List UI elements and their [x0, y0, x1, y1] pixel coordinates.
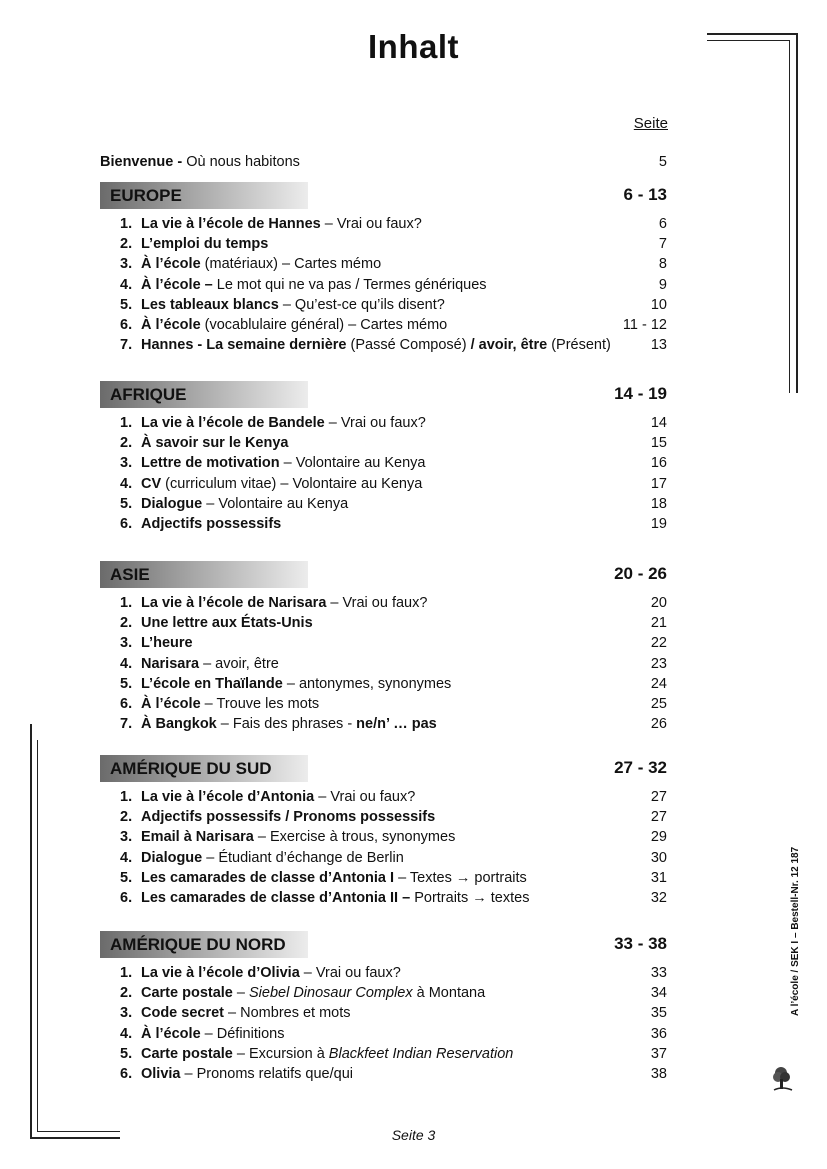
toc-entry: [100, 453, 667, 473]
section-title: EUROPE: [110, 186, 182, 205]
entry-page: 24: [650, 675, 667, 692]
section-header: [100, 561, 667, 588]
publisher-tree-logo: [772, 1063, 794, 1093]
toc-entry: [100, 963, 667, 983]
entry-title-part: La vie à l’école de Bandele: [141, 415, 325, 431]
entry-page: 18: [650, 495, 667, 512]
entry-page: 8: [658, 256, 667, 273]
intro-entry: [100, 154, 667, 170]
toc-entry: [100, 214, 667, 234]
entry-title-part: – Vrai ou faux?: [324, 415, 426, 431]
toc-entry: [100, 787, 667, 807]
entry-number: 3.: [120, 635, 133, 652]
entry-title-part: –: [232, 985, 249, 1002]
entry-page: 27: [650, 809, 667, 826]
toc-entry: [100, 827, 667, 847]
entry-title: [141, 494, 348, 514]
entry-title-part: La vie à l’école de Hannes: [141, 216, 321, 232]
entry-number: 2.: [120, 435, 133, 452]
entry-title-part: Dialogue: [141, 849, 203, 866]
entry-title-part: (matériaux) – Cartes mémo: [200, 256, 382, 273]
entry-title: [141, 613, 313, 633]
section-item-list: [100, 593, 667, 734]
entry-title: [141, 474, 422, 494]
entry-number: 6.: [120, 695, 133, 712]
entry-page: 35: [650, 1005, 667, 1022]
entry-title: [141, 868, 527, 888]
toc-entry: [100, 474, 667, 494]
section-page-range: 6 - 13: [623, 185, 667, 204]
section-header: [100, 755, 667, 782]
entry-title-part: Adjectifs possessifs: [141, 515, 282, 532]
entry-page: 34: [650, 985, 667, 1002]
entry-number: 6.: [120, 316, 133, 333]
entry-title-part: À Bangkok: [141, 716, 217, 733]
entry-title: [141, 787, 415, 807]
entry-title: [141, 433, 289, 453]
entry-page: 22: [650, 635, 667, 652]
entry-title-part: L’heure: [141, 635, 193, 652]
entry-title: [141, 807, 435, 827]
entry-title: [141, 234, 268, 254]
entry-page: 21: [650, 615, 667, 632]
section-item-list: [100, 413, 667, 534]
toc-entry: [100, 888, 667, 908]
entry-page: 37: [650, 1045, 667, 1062]
toc-entry: [100, 1044, 667, 1064]
entry-page: 11 - 12: [622, 316, 667, 333]
entry-title: [141, 1003, 351, 1023]
entry-title: [141, 275, 487, 295]
entry-title: [141, 315, 447, 335]
entry-title: [141, 633, 193, 653]
section-title: AMÉRIQUE DU SUD: [110, 759, 272, 778]
entry-title-part: Le mot qui ne va pas / Termes génériques: [212, 276, 487, 293]
entry-title-part: La vie à l’école de Narisara: [141, 595, 327, 611]
section-page-range: 20 - 26: [614, 564, 667, 583]
entry-title-part: – Pronoms relatifs que/qui: [180, 1065, 353, 1082]
entry-page: 33: [650, 965, 667, 981]
entry-title: [141, 254, 381, 274]
entry-page: 30: [650, 849, 667, 866]
entry-title-part: Blackfeet Indian Reservation: [328, 1045, 514, 1062]
section-header: [100, 381, 667, 408]
entry-title-part: – Définitions: [200, 1025, 285, 1042]
entry-number: 3.: [120, 455, 133, 472]
entry-number: 3.: [120, 1005, 133, 1022]
section-title: AMÉRIQUE DU NORD: [110, 935, 286, 954]
entry-number: 2.: [120, 985, 133, 1002]
section-page-range: 33 - 38: [614, 934, 667, 953]
entry-title: [141, 983, 485, 1003]
entry-page: 23: [650, 655, 667, 672]
entry-title-part: – Nombres et mots: [224, 1005, 351, 1022]
entry-title: [141, 335, 611, 355]
toc-section: [100, 931, 667, 1084]
entry-page: 17: [650, 475, 667, 492]
entry-page: 27: [650, 789, 667, 805]
entry-title: [141, 413, 426, 433]
entry-title-part: – Exercise à trous, synonymes: [253, 829, 456, 846]
entry-number: 3.: [120, 256, 133, 273]
entry-page: 10: [650, 296, 667, 313]
page-footer: Seite 3: [391, 1127, 436, 1143]
entry-title-part: Hannes - La semaine dernière: [141, 337, 347, 354]
frame-bottom-left-v2: [37, 740, 38, 1132]
entry-title-part: – Volontaire au Kenya: [279, 455, 426, 472]
toc-entry: [100, 868, 667, 888]
toc-entry: [100, 983, 667, 1003]
entry-number: 3.: [120, 829, 133, 846]
entry-title: [141, 848, 404, 868]
entry-title-part: Lettre de motivation: [141, 455, 280, 472]
entry-title-part: Les tableaux blancs: [141, 296, 279, 313]
entry-title-part: (Passé Composé): [346, 337, 471, 354]
toc-entry: [100, 413, 667, 433]
toc-entry: [100, 1064, 667, 1084]
entry-title-part: CV: [141, 475, 162, 492]
entry-page: 31: [650, 869, 667, 886]
entry-title-part: – Excursion à: [232, 1045, 329, 1062]
entry-title-part: Siebel Dinosaur Complex: [249, 985, 413, 1002]
entry-title: [141, 1064, 353, 1084]
entry-title-part: L’emploi du temps: [141, 236, 269, 253]
entry-title-part: La vie à l’école d’Antonia: [141, 789, 315, 805]
entry-page: 19: [650, 515, 667, 532]
entry-title-part: Une lettre aux États-Unis: [141, 615, 313, 632]
toc-entry: [100, 674, 667, 694]
entry-number: 1.: [120, 415, 133, 431]
entry-number: 2.: [120, 615, 133, 632]
toc-entry: [100, 654, 667, 674]
entry-title-part: – Vrai ou faux?: [326, 595, 428, 611]
entry-title: [141, 1044, 513, 1064]
entry-number: 2.: [120, 236, 133, 253]
entry-page: 13: [650, 337, 667, 354]
entry-number: 5.: [120, 675, 133, 692]
toc-entry: [100, 335, 667, 355]
entry-page: 20: [650, 595, 667, 611]
entry-title: [141, 593, 427, 613]
entry-title-part: à Montana: [412, 985, 486, 1002]
entry-number: 5.: [120, 1045, 133, 1062]
entry-title-part: Les camarades de classe d’Antonia II –: [141, 889, 411, 906]
page-column-header: Seite: [633, 115, 668, 132]
toc-entry: [100, 275, 667, 295]
entry-title-part: À savoir sur le Kenya: [141, 435, 289, 452]
publisher-sidebar-text: A l’école / SEK I – Bestell-Nr. 12 187: [790, 846, 801, 1016]
entry-title-part: – Volontaire au Kenya: [202, 495, 349, 512]
toc-entry: [100, 254, 667, 274]
entry-title-part: ne/n’ … pas: [356, 716, 437, 733]
entry-number: 7.: [120, 337, 133, 354]
entry-number: 1.: [120, 965, 133, 981]
entry-title-part: Les camarades de classe d’Antonia I: [141, 869, 395, 886]
toc-entry: [100, 848, 667, 868]
entry-page: 32: [650, 889, 667, 906]
entry-title-part: À l’école: [141, 1025, 201, 1042]
entry-title-part: – Textes → portraits: [394, 869, 527, 886]
entry-number: 6.: [120, 889, 133, 906]
entry-title: [141, 214, 422, 234]
entry-title-part: (Présent): [547, 337, 611, 354]
entry-number: 1.: [120, 789, 133, 805]
section-item-list: [100, 787, 667, 908]
toc-entry: [100, 613, 667, 633]
toc-entry: [100, 494, 667, 514]
entry-page: 38: [650, 1065, 667, 1082]
toc-entry: [100, 593, 667, 613]
entry-page: 26: [650, 716, 667, 733]
toc-entry: [100, 315, 667, 335]
entry-title-part: Narisara: [141, 655, 200, 672]
entry-title-part: / avoir, être: [470, 337, 548, 354]
entry-title-part: Carte postale: [141, 1045, 233, 1062]
entry-title: [141, 694, 319, 714]
entry-title-part: – avoir, être: [199, 655, 279, 672]
entry-page: 25: [650, 695, 667, 712]
entry-number: 4.: [120, 1025, 133, 1042]
toc-entry: [100, 1003, 667, 1023]
section-title: ASIE: [110, 565, 150, 584]
entry-page: 9: [658, 276, 667, 293]
section-header: [100, 931, 667, 958]
entry-number: 1.: [120, 216, 133, 232]
entry-title-part: Carte postale: [141, 985, 233, 1002]
entry-title: [141, 1024, 284, 1044]
entry-number: 4.: [120, 655, 133, 672]
entry-title: [141, 295, 445, 315]
entry-title-part: À l’école: [141, 316, 201, 333]
toc-section: [100, 182, 667, 355]
entry-title: [141, 963, 401, 983]
toc-section: [100, 755, 667, 908]
entry-title: [141, 674, 451, 694]
entry-page: 14: [650, 415, 667, 431]
toc-entry: [100, 1024, 667, 1044]
entry-title: [141, 714, 437, 734]
page-title: Inhalt: [368, 28, 459, 65]
entry-title: [141, 514, 281, 534]
entry-title-part: À l’école: [141, 695, 201, 712]
entry-title: [141, 453, 426, 473]
entry-number: 4.: [120, 475, 133, 492]
entry-title-part: À l’école –: [141, 276, 213, 293]
frame-top-right-v2: [789, 40, 790, 393]
frame-bottom-left-v1: [30, 724, 32, 1139]
entry-page: 29: [650, 829, 667, 846]
toc-entry: [100, 234, 667, 254]
entry-page: 7: [658, 236, 667, 253]
entry-number: 5.: [120, 296, 133, 313]
entry-number: 2.: [120, 809, 133, 826]
section-page-range: 27 - 32: [614, 758, 667, 777]
entry-number: 4.: [120, 276, 133, 293]
toc-section: [100, 381, 667, 534]
entry-number: 7.: [120, 716, 133, 733]
entry-title-part: (vocablulaire général) – Cartes mémo: [200, 316, 448, 333]
entry-title-part: Email à Narisara: [141, 829, 254, 846]
entry-title-part: – Vrai ou faux?: [314, 789, 416, 805]
toc-entry: [100, 514, 667, 534]
section-header: [100, 182, 667, 209]
entry-title-part: Adjectifs possessifs / Pronoms possessifs: [141, 809, 436, 826]
entry-title: [141, 654, 279, 674]
toc-entry: [100, 714, 667, 734]
toc-entry: [100, 433, 667, 453]
entry-title: [141, 827, 455, 847]
section-item-list: [100, 963, 667, 1084]
entry-title-part: – Qu’est-ce qu’ils disent?: [278, 296, 445, 313]
toc-entry: [100, 807, 667, 827]
entry-title-part: La vie à l’école d’Olivia: [141, 965, 300, 981]
entry-title-part: L’école en Thaïlande: [141, 675, 283, 692]
entry-number: 1.: [120, 595, 133, 611]
entry-number: 6.: [120, 1065, 133, 1082]
entry-title-part: – Vrai ou faux?: [320, 216, 422, 232]
section-page-range: 14 - 19: [614, 384, 667, 403]
entry-title-part: À l’école: [141, 256, 201, 273]
toc-section: [100, 561, 667, 734]
entry-title-part: – Fais des phrases -: [216, 716, 357, 733]
entry-page: 36: [650, 1025, 667, 1042]
entry-title-part: Code secret: [141, 1005, 225, 1022]
toc-entry: [100, 295, 667, 315]
entry-number: 5.: [120, 495, 133, 512]
entry-title-part: – antonymes, synonymes: [282, 675, 452, 692]
toc-entry: [100, 633, 667, 653]
entry-title-part: – Vrai ou faux?: [299, 965, 401, 981]
entry-title-part: Dialogue: [141, 495, 203, 512]
toc-entry: [100, 694, 667, 714]
entry-page: 6: [658, 216, 667, 232]
intro-text: Bienvenue - Où nous habitons: [100, 154, 300, 170]
entry-page: 15: [650, 435, 667, 452]
intro-page: 5: [658, 154, 667, 170]
entry-title-part: Portraits → textes: [410, 889, 530, 906]
entry-title: [141, 888, 529, 908]
entry-title-part: Olivia: [141, 1065, 181, 1082]
entry-title-part: (curriculum vitae) – Volontaire au Kenya: [161, 475, 423, 492]
entry-number: 5.: [120, 869, 133, 886]
frame-top-right-v1: [796, 33, 798, 393]
entry-title-part: – Trouve les mots: [200, 695, 320, 712]
entry-page: 16: [650, 455, 667, 472]
section-title: AFRIQUE: [110, 385, 187, 404]
entry-number: 4.: [120, 849, 133, 866]
entry-number: 6.: [120, 515, 133, 532]
entry-title-part: – Étudiant d’échange de Berlin: [202, 849, 404, 866]
section-item-list: [100, 214, 667, 355]
